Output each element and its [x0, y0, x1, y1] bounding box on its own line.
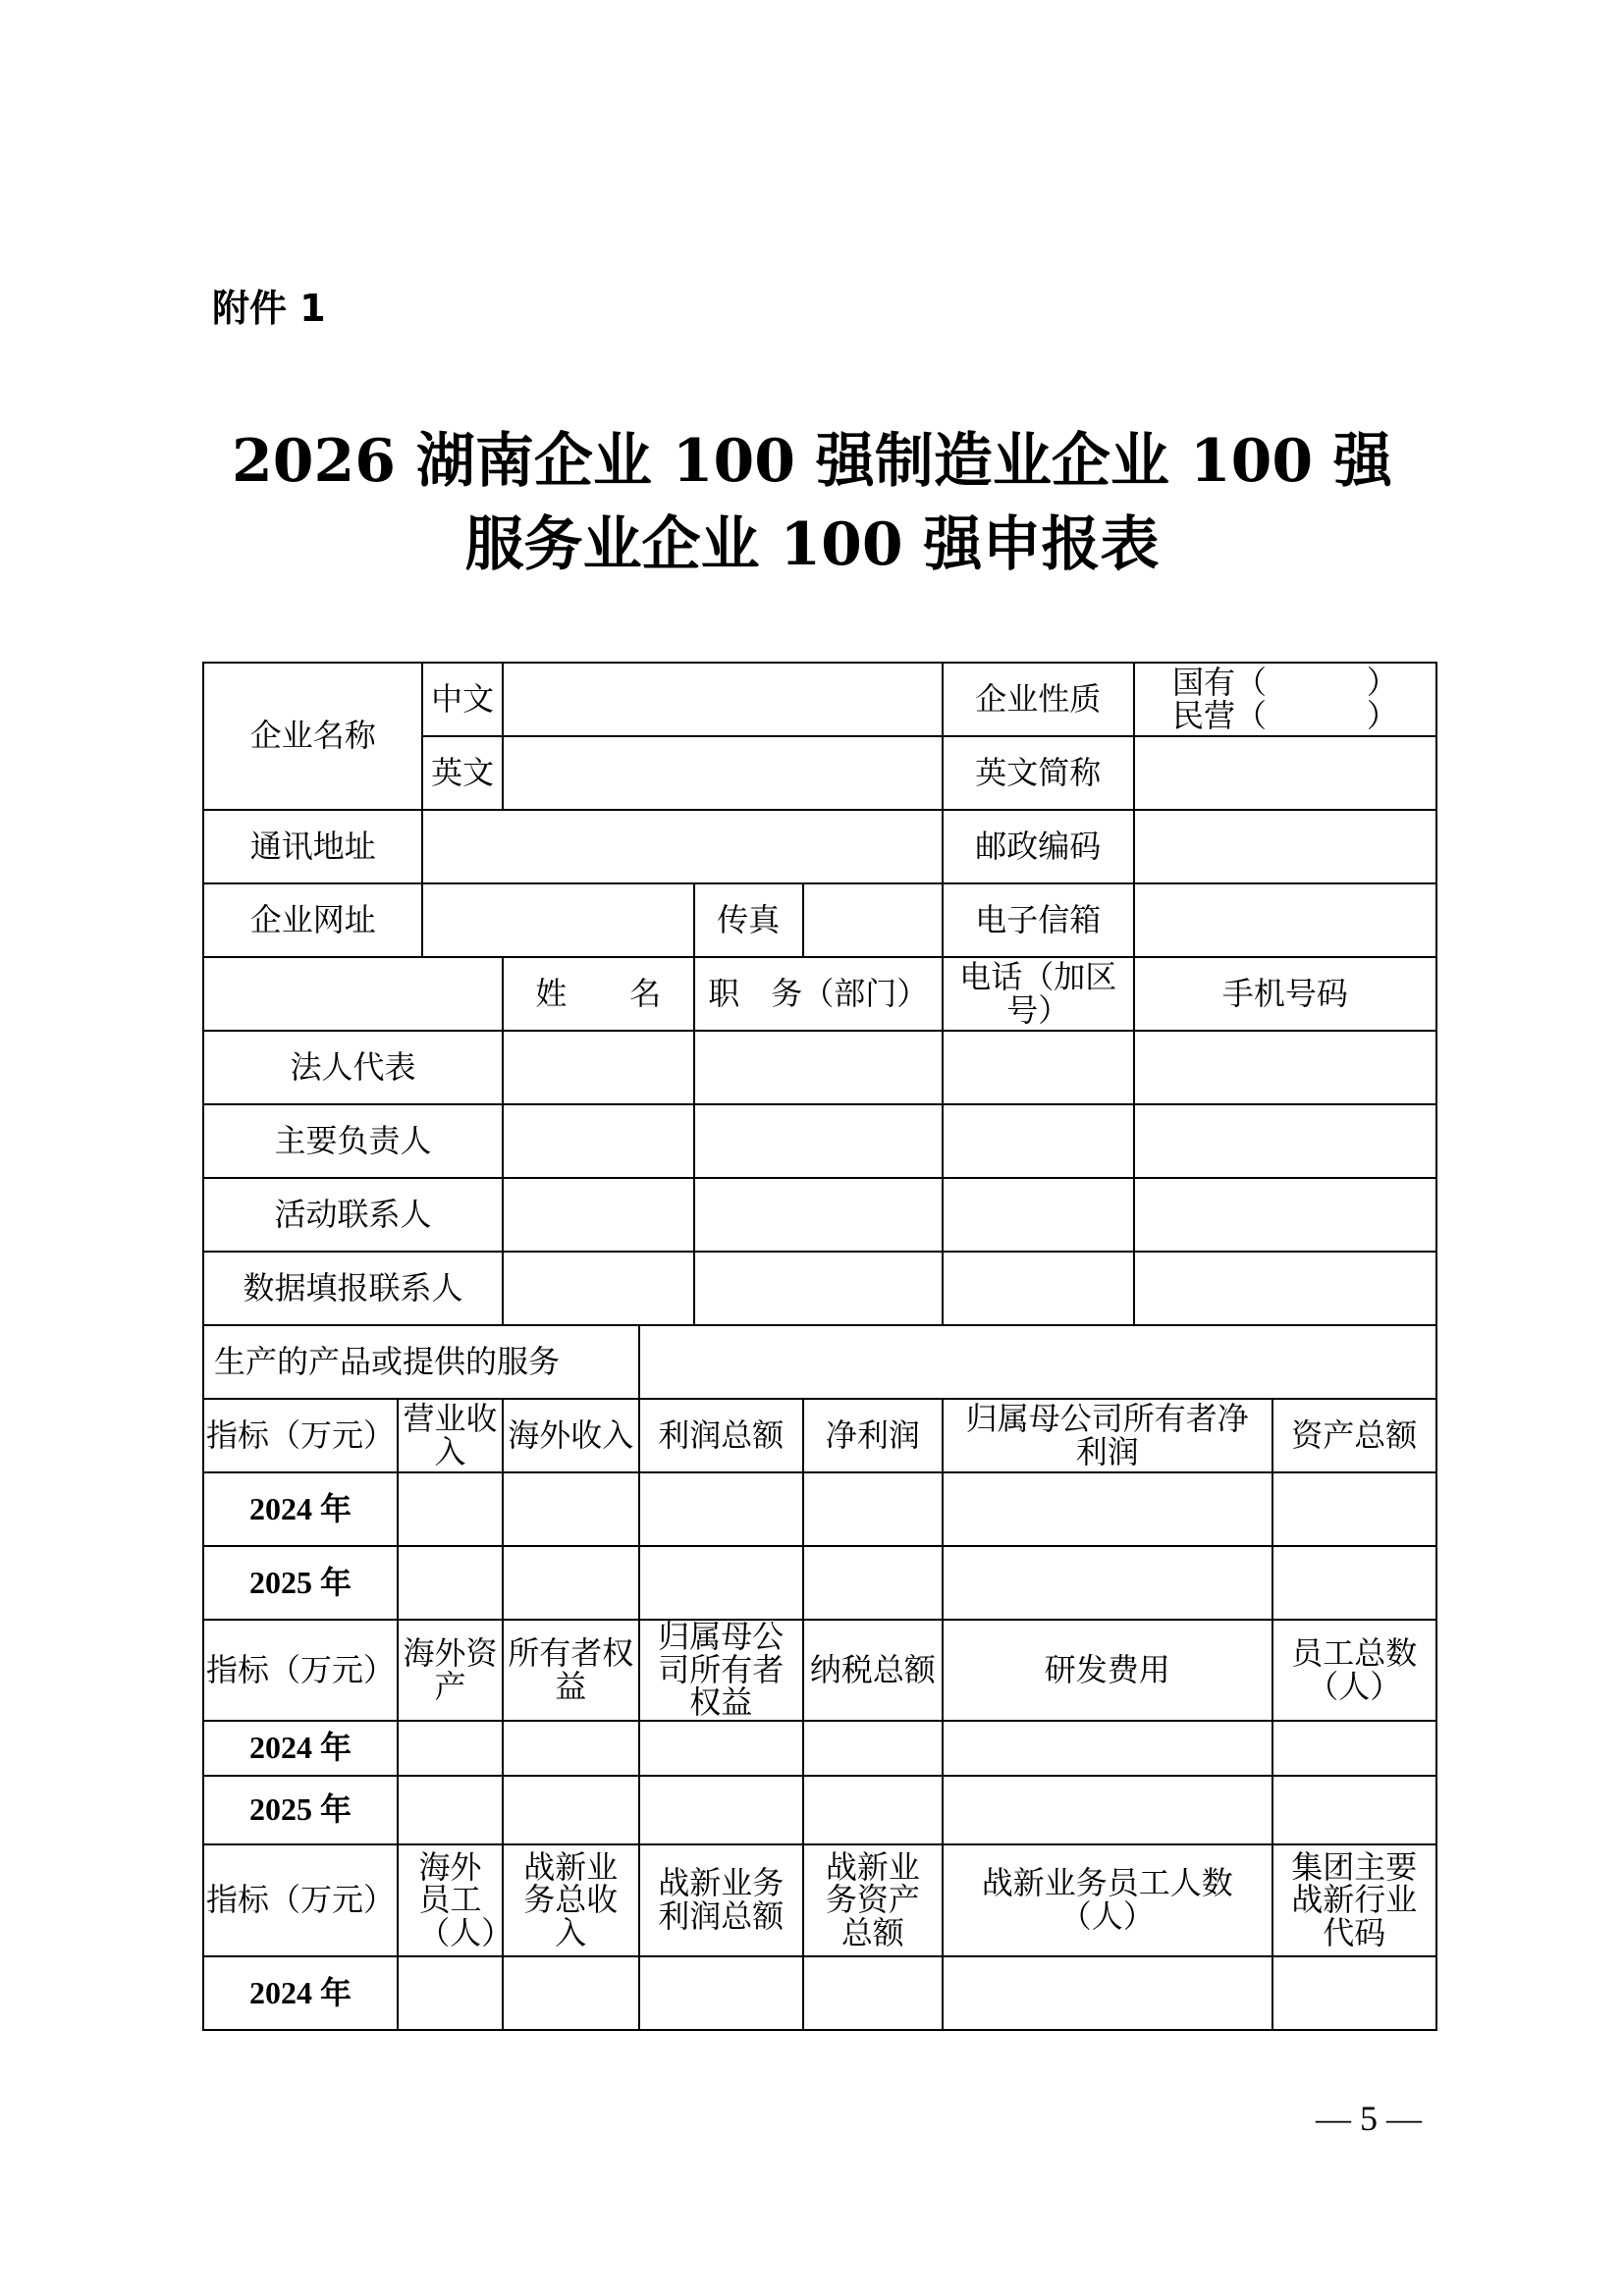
value-cell[interactable]: [1272, 1776, 1436, 1844]
value-cell[interactable]: [1272, 1546, 1436, 1620]
year-label: 2025 年: [203, 1546, 398, 1620]
contact-name-field[interactable]: [503, 1178, 694, 1252]
contact-row-label: 法人代表: [203, 1031, 503, 1104]
contact-name-field[interactable]: [503, 1252, 694, 1325]
value-cell[interactable]: [639, 1776, 803, 1844]
value-cell[interactable]: [1272, 1956, 1436, 2030]
contact-header-position: 职 务（部门）: [694, 957, 943, 1031]
value-cell[interactable]: [803, 1472, 943, 1546]
contact-row-label: 主要负责人: [203, 1104, 503, 1178]
value-cell[interactable]: [398, 1721, 503, 1776]
contact-mobile-field[interactable]: [1134, 1178, 1436, 1252]
value-cell[interactable]: [398, 1472, 503, 1546]
indicator-header: 资产总额: [1272, 1399, 1436, 1472]
year-label: 2024 年: [203, 1721, 398, 1776]
address-label: 通讯地址: [203, 810, 422, 883]
state-owned-option[interactable]: 国有（ ）: [1171, 663, 1398, 701]
value-cell[interactable]: [803, 1721, 943, 1776]
value-cell[interactable]: [639, 1721, 803, 1776]
contact-phone-field[interactable]: [943, 1031, 1134, 1104]
products-field[interactable]: [639, 1325, 1436, 1399]
contact-position-field[interactable]: [694, 1178, 943, 1252]
company-nature-options[interactable]: [1134, 663, 1436, 736]
value-cell[interactable]: [503, 1956, 639, 2030]
indicator-label: 指标（万元）: [203, 1399, 398, 1472]
indicator-header: 利润总额: [639, 1399, 803, 1472]
website-field[interactable]: [422, 883, 693, 957]
value-cell[interactable]: [398, 1956, 503, 2030]
contact-position-field[interactable]: [694, 1104, 943, 1178]
indicator-header: 战新业务利润总额: [639, 1844, 803, 1956]
value-cell[interactable]: [943, 1721, 1272, 1776]
fax-label: 传真: [694, 883, 803, 957]
contact-name-field[interactable]: [503, 1104, 694, 1178]
english-abbr-field[interactable]: [1134, 736, 1436, 810]
contact-mobile-field[interactable]: [1134, 1104, 1436, 1178]
fax-field[interactable]: [803, 883, 943, 957]
address-field[interactable]: [422, 810, 942, 883]
contact-mobile-field[interactable]: [1134, 1252, 1436, 1325]
contact-position-field[interactable]: [694, 1031, 943, 1104]
indicator-label: 指标（万元）: [203, 1844, 398, 1956]
value-cell[interactable]: [803, 1956, 943, 2030]
indicator-header: 纳税总额: [803, 1620, 943, 1721]
contact-row-label: 活动联系人: [203, 1178, 503, 1252]
indicator-header: 归属母公司所有者权益: [639, 1620, 803, 1721]
indicator-header: 净利润: [803, 1399, 943, 1472]
indicator-header: 员工总数（人）: [1272, 1620, 1436, 1721]
postal-code-field[interactable]: [1134, 810, 1436, 883]
form-title-line1: 2026 湖南企业 100 强制造业企业 100 强: [232, 427, 1392, 496]
contact-mobile-field[interactable]: [1134, 1031, 1436, 1104]
contact-name-field[interactable]: [503, 1031, 694, 1104]
chinese-label: 中文: [422, 663, 502, 736]
contact-position-field[interactable]: [694, 1252, 943, 1325]
year-label: 2024 年: [203, 1956, 398, 2030]
attachment-label: 附件 1: [212, 287, 326, 330]
indicator-header: 归属母公司所有者净利润: [943, 1399, 1272, 1472]
value-cell[interactable]: [639, 1546, 803, 1620]
value-cell[interactable]: [503, 1721, 639, 1776]
indicator-header: 海外资产: [398, 1620, 503, 1721]
value-cell[interactable]: [943, 1956, 1272, 2030]
value-cell[interactable]: [503, 1472, 639, 1546]
postal-code-label: 邮政编码: [943, 810, 1134, 883]
value-cell[interactable]: [503, 1776, 639, 1844]
value-cell[interactable]: [943, 1546, 1272, 1620]
indicator-header: 战新业务员工人数（人）: [943, 1844, 1272, 1956]
contact-phone-field[interactable]: [943, 1104, 1134, 1178]
value-cell[interactable]: [639, 1472, 803, 1546]
value-cell[interactable]: [1272, 1472, 1436, 1546]
value-cell[interactable]: [943, 1776, 1272, 1844]
indicator-header: 战新业务总收入: [503, 1844, 639, 1956]
indicator-header: 战新业务资产总额: [803, 1844, 943, 1956]
indicator-header: 研发费用: [943, 1620, 1272, 1721]
page-number: — 5 —: [1316, 2099, 1422, 2138]
company-nature-label: 企业性质: [943, 663, 1134, 736]
value-cell[interactable]: [803, 1776, 943, 1844]
indicator-header: 所有者权益: [503, 1620, 639, 1721]
contact-row-label: 数据填报联系人: [203, 1252, 503, 1325]
value-cell[interactable]: [639, 1956, 803, 2030]
products-label: 生产的产品或提供的服务: [203, 1325, 639, 1399]
value-cell[interactable]: [398, 1546, 503, 1620]
year-label: 2025 年: [203, 1776, 398, 1844]
form-title-line2: 服务业企业 100 强申报表: [464, 510, 1160, 579]
contact-header-name: 姓 名: [503, 957, 694, 1031]
email-label: 电子信箱: [943, 883, 1134, 957]
english-abbr-label: 英文简称: [943, 736, 1134, 810]
indicator-label: 指标（万元）: [203, 1620, 398, 1721]
indicator-header: 海外员工（人）: [398, 1844, 503, 1956]
year-label: 2024 年: [203, 1472, 398, 1546]
value-cell[interactable]: [1272, 1721, 1436, 1776]
company-name-label: 企业名称: [203, 663, 422, 810]
contact-phone-field[interactable]: [943, 1178, 1134, 1252]
indicator-header: 集团主要战新行业代码: [1272, 1844, 1436, 1956]
value-cell[interactable]: [503, 1546, 639, 1620]
contact-header-blank: [203, 957, 503, 1031]
company-name-en-field[interactable]: [503, 736, 943, 810]
english-label: 英文: [422, 736, 502, 810]
application-form-table: [202, 662, 1437, 2031]
value-cell[interactable]: [803, 1546, 943, 1620]
website-label: 企业网址: [203, 883, 422, 957]
value-cell[interactable]: [398, 1776, 503, 1844]
indicator-header: 海外收入: [503, 1399, 639, 1472]
value-cell[interactable]: [943, 1472, 1272, 1546]
email-field[interactable]: [1134, 883, 1436, 957]
contact-header-phone: 电话（加区号）: [943, 957, 1134, 1031]
private-option[interactable]: 民营（ ）: [1171, 696, 1398, 734]
company-name-cn-field[interactable]: [503, 663, 943, 736]
contact-header-mobile: 手机号码: [1134, 957, 1436, 1031]
contact-phone-field[interactable]: [943, 1252, 1134, 1325]
indicator-header: 营业收入: [398, 1399, 503, 1472]
